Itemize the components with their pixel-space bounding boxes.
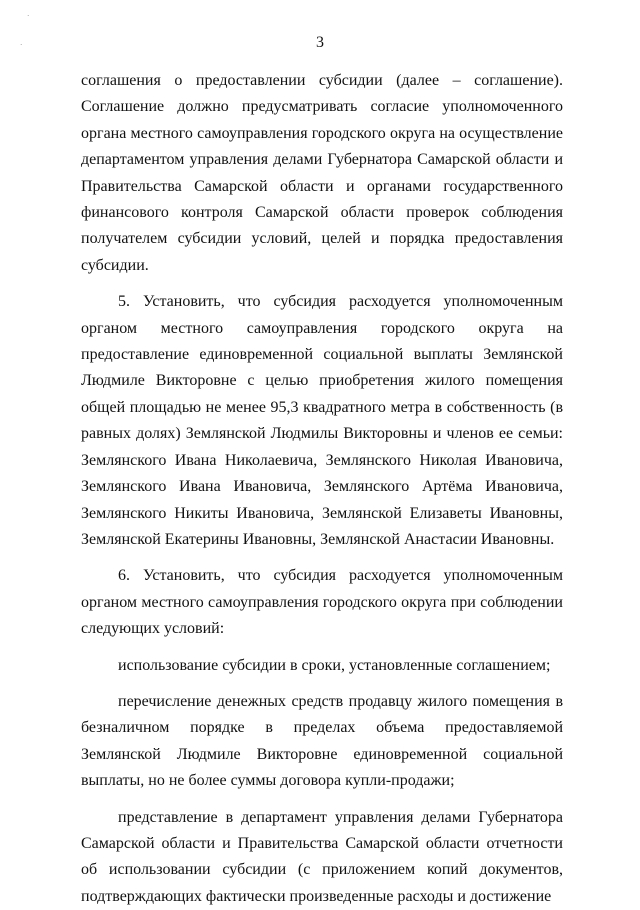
paragraph-agreement-continuation: соглашения о предоставлении субсидии (далее – соглашение). Соглашение должно предусматривать согласие уполномоченного органа местного самоуправления городского округа на осуществление департаментом управления делами Губернатора Самарской области и Правительства Самарской области и органами государственного финансового контроля Самарской области проверок соблюдения получателем субсидии условий, целей и порядка предоставления субсидии. [81,72,563,274]
paragraph-item-6: 6. Установить, что субсидия расходуется уполномоченным органом местного самоуправления городского округа при соблюдении следующих условий: [81,567,563,638]
paragraph-item-5: 5. Установить, что субсидия расходуется уполномоченным органом местного самоуправления городского округа на предоставление единовременной социальной выплаты Землянской Людмиле Викторовне с целью приобретения жилого помещения общей площадью не менее 95,3 квадратного метра в собственность (в равных долях) Землянской Людмилы Викторовны и членов ее семьи: Землянского Ивана Николаевича, Землянского Николая Ивановича, Землянского Ивана Ивановича, Землянского Артёма Ивановича, Землянского Никиты Ивановича, Землянской Елизаветы Ивановны, Землянской Екатерины Ивановны, Землянской Анастасии Ивановны. [81,293,563,548]
paragraph-condition-transfer: перечисление денежных средств продавцу жилого помещения в безналичном порядке в пределах объема предоставляемой Землянской Людмиле Викторовне единовременной социальной выплаты, но не более суммы договора купли-продажи; [81,692,563,790]
document-body [81,68,563,910]
scan-dot-mark: · [27,12,30,20]
scan-dot-mark: · [20,41,23,49]
paragraph-condition-deadline: использование субсидии в сроки, установленные соглашением; [118,656,551,674]
page-number: 3 [316,34,324,51]
paragraph-condition-reporting: представление в департамент управления делами Губернатора Самарской области и Правительства Самарской области отчетности об использовании субсидии (с приложением копий документов, подтверждающих фактически произведенные расходы и достижение [81,808,563,905]
